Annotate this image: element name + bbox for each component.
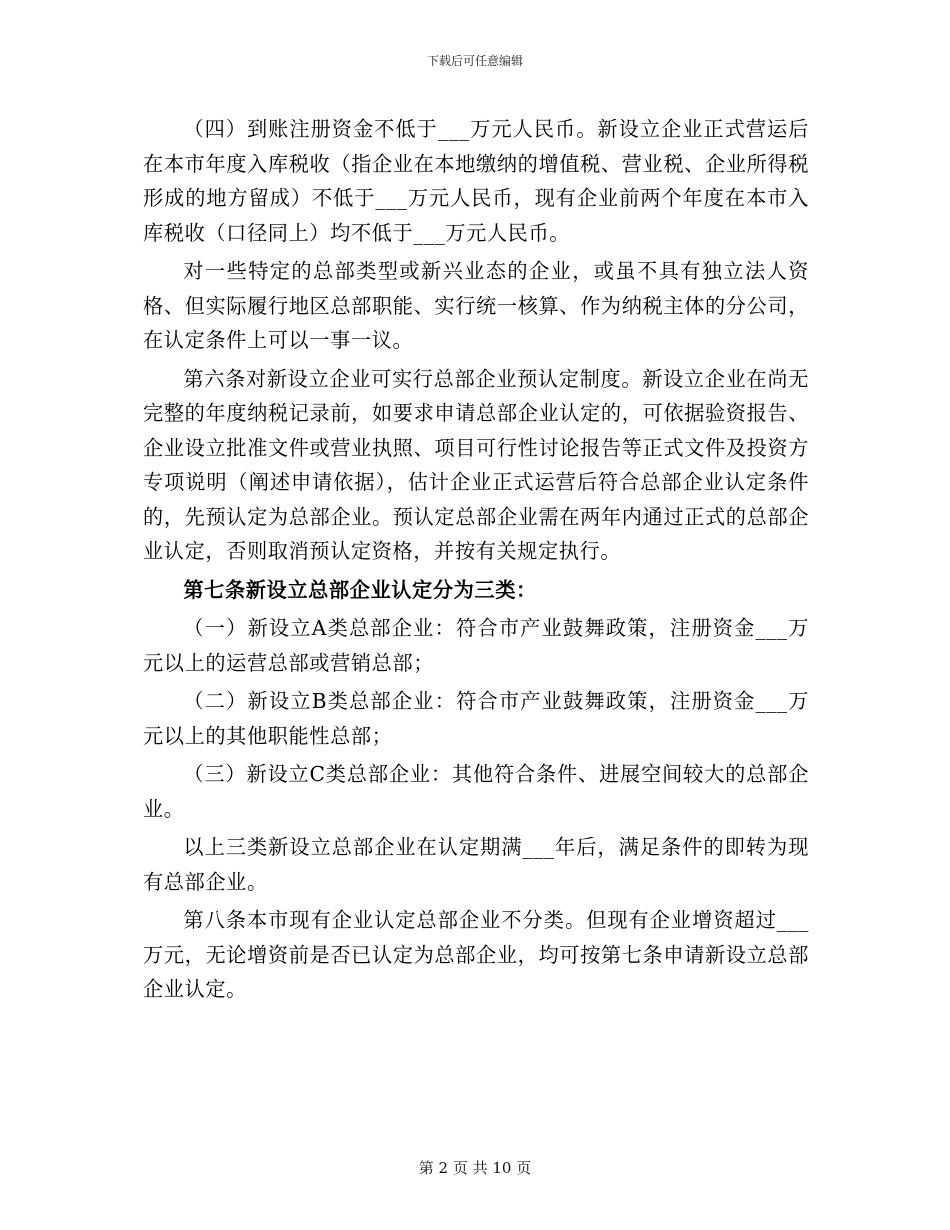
paragraph-article-6: 第六条对新设立企业可实行总部企业预认定制度。新设立企业在尚无完整的年度纳税记录前，如要求申请总部企业认定的，可依据验资报告、企业设立批准文件或营业执照、项目可行性讨论报告等正式文件及投资方专项说明（阐述申请依据），估计企业正式运营后符合总部企业认定条件的，先预认定为总部企业。预认定总部企业需在两年内通过正式的总部企业认定，否则取消预认定资格，并按有关规定执行。 bbox=[143, 366, 809, 563]
paragraph-class-b: （二）新设立B类总部企业：符合市产业鼓舞政策，注册资金___万元以上的其他职能性总部； bbox=[143, 689, 809, 748]
paragraph-conversion: 以上三类新设立总部企业在认定期满___年后，满足条件的即转为现有总部企业。 bbox=[143, 835, 809, 894]
paragraph-special-types: 对一些特定的总部类型或新兴业态的企业，或虽不具有独立法人资格、但实际履行地区总部职能、实行统一核算、作为纳税主体的分公司，在认定条件上可以一事一议。 bbox=[143, 259, 809, 352]
paragraph-class-a: （一）新设立A类总部企业：符合市产业鼓舞政策，注册资金___万元以上的运营总部或营销总部； bbox=[143, 616, 809, 675]
paragraph-class-c: （三）新设立C类总部企业：其他符合条件、进展空间较大的总部企业。 bbox=[143, 762, 809, 821]
paragraph-registered-capital: （四）到账注册资金不低于___万元人民币。新设立企业正式营运后在本市年度入库税收（指企业在本地缴纳的增值税、营业税、企业所得税形成的地方留成）不低于___万元人民币，现有企业前两个年度在本市入库税收（口径同上）均不低于___万元人民币。 bbox=[143, 117, 809, 245]
document-body bbox=[143, 112, 809, 1011]
page-header: 下载后可任意编辑 bbox=[426, 54, 523, 68]
page-footer: 第 2 页 共 10 页 bbox=[418, 1159, 532, 1177]
paragraph-article-7-heading: 第七条新设立总部企业认定分为三类： bbox=[183, 577, 537, 602]
paragraph-article-8: 第八条本市现有企业认定总部企业不分类。但现有企业增资超过___万元，无论增资前是否已认定为总部企业，均可按第七条申请新设立总部企业认定。 bbox=[143, 908, 809, 1001]
